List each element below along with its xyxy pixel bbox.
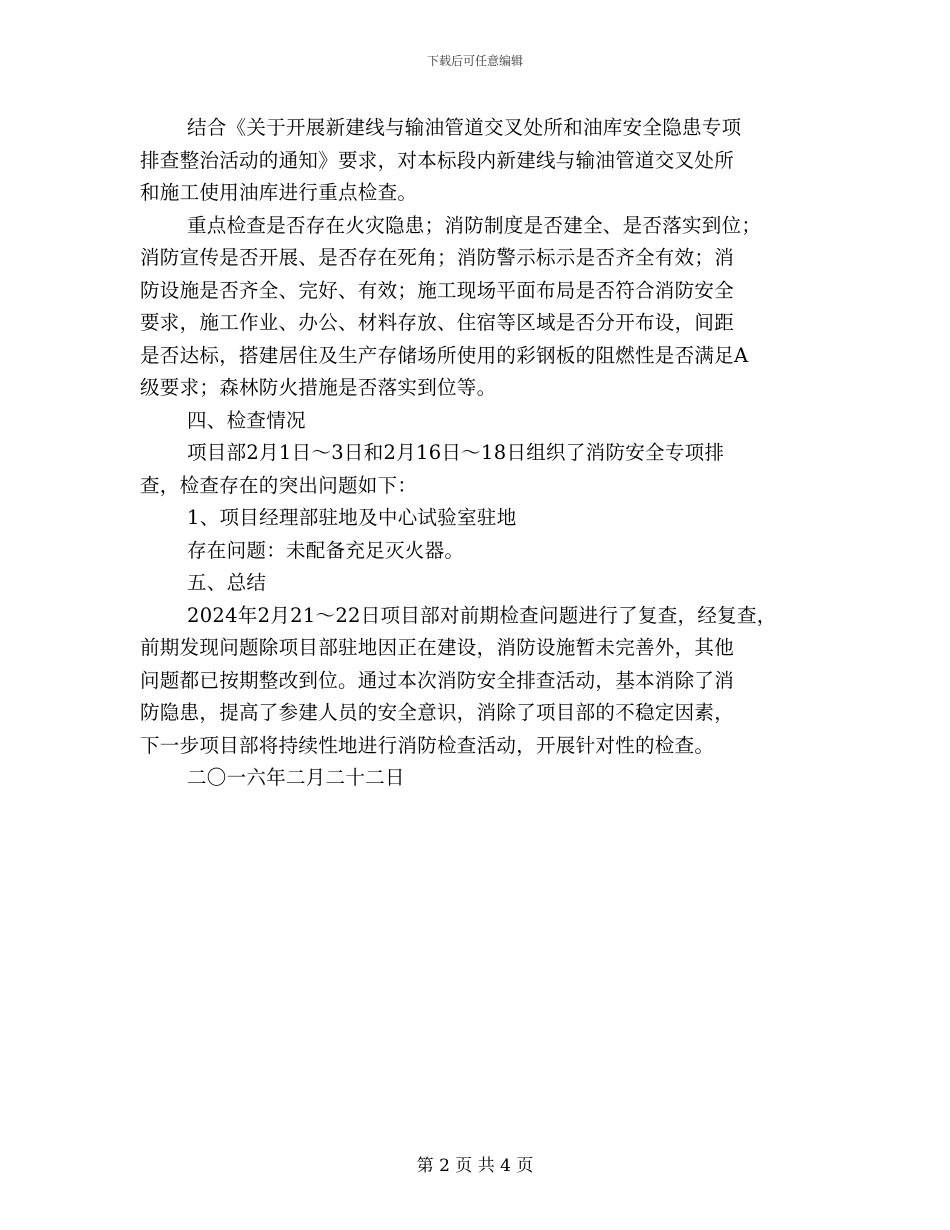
header-note: 下载后可任意编辑 <box>426 54 523 68</box>
text-line: 防隐患，提高了参建人员的安全意识，消除了项目部的不稳定因素， <box>140 701 735 724</box>
text-line: 问题都已按期整改到位。通过本次消防安全排查活动，基本消除了消 <box>140 668 735 692</box>
text-line: 下一步项目部将持续性地进行消防检查活动，开展针对性的检查。 <box>140 733 715 757</box>
text-line: 四、检查情况 <box>187 408 306 432</box>
text-line: 五、总结 <box>187 571 267 594</box>
text-line: 2024年2月21～22日项目部对前期检查问题进行了复查，经复查， <box>187 603 777 627</box>
text-line: 1、项目经理部驻地及中心试验室驻地 <box>187 506 517 529</box>
text-line: 排查整治活动的通知》要求，对本标段内新建线与输油管道交叉处所 <box>140 148 735 172</box>
text-line: 和施工使用油库进行重点检查。 <box>140 181 418 204</box>
text-line: 重点检查是否存在火灾隐患；消防制度是否建全、是否落实到位； <box>187 213 762 237</box>
text-line: 消防宣传是否开展、是否存在死角；消防警示标示是否齐全有效；消 <box>140 246 735 269</box>
paragraph <box>140 210 820 405</box>
text-line: 要求，施工作业、办公、材料存放、住宿等区域是否分开布设，间距 <box>140 311 735 334</box>
text-line: 查，检查存在的突出问题如下： <box>140 473 418 497</box>
text-line: 级要求；森林防火措施是否落实到位等。 <box>140 376 497 399</box>
text-line: 项目部2月1日～3日和2月16日～18日组织了消防安全专项排 <box>187 441 725 464</box>
list-item <box>140 502 820 535</box>
text-line: 防设施是否齐全、完好、有效；施工现场平面布局是否符合消防安全 <box>140 278 735 302</box>
paragraph <box>140 535 820 568</box>
document-date <box>140 762 820 795</box>
page-number: 第 2 页 共 4 页 <box>416 1156 534 1176</box>
text-line: 二〇一六年二月二十二日 <box>187 766 405 789</box>
text-line: 结合《关于开展新建线与输油管道交叉处所和油库安全隐患专项 <box>187 116 742 139</box>
paragraph <box>140 600 820 763</box>
paragraph <box>140 112 820 210</box>
text-line: 存在问题：未配备充足灭火器。 <box>187 538 465 562</box>
document-body <box>140 112 820 795</box>
section-heading <box>140 405 820 438</box>
text-line: 是否达标，搭建居住及生产存储场所使用的彩钢板的阻燃性是否满足A <box>140 343 749 367</box>
paragraph <box>140 437 820 502</box>
text-line: 前期发现问题除项目部驻地因正在建设，消防设施暂未完善外，其他 <box>140 636 735 659</box>
section-heading <box>140 567 820 600</box>
